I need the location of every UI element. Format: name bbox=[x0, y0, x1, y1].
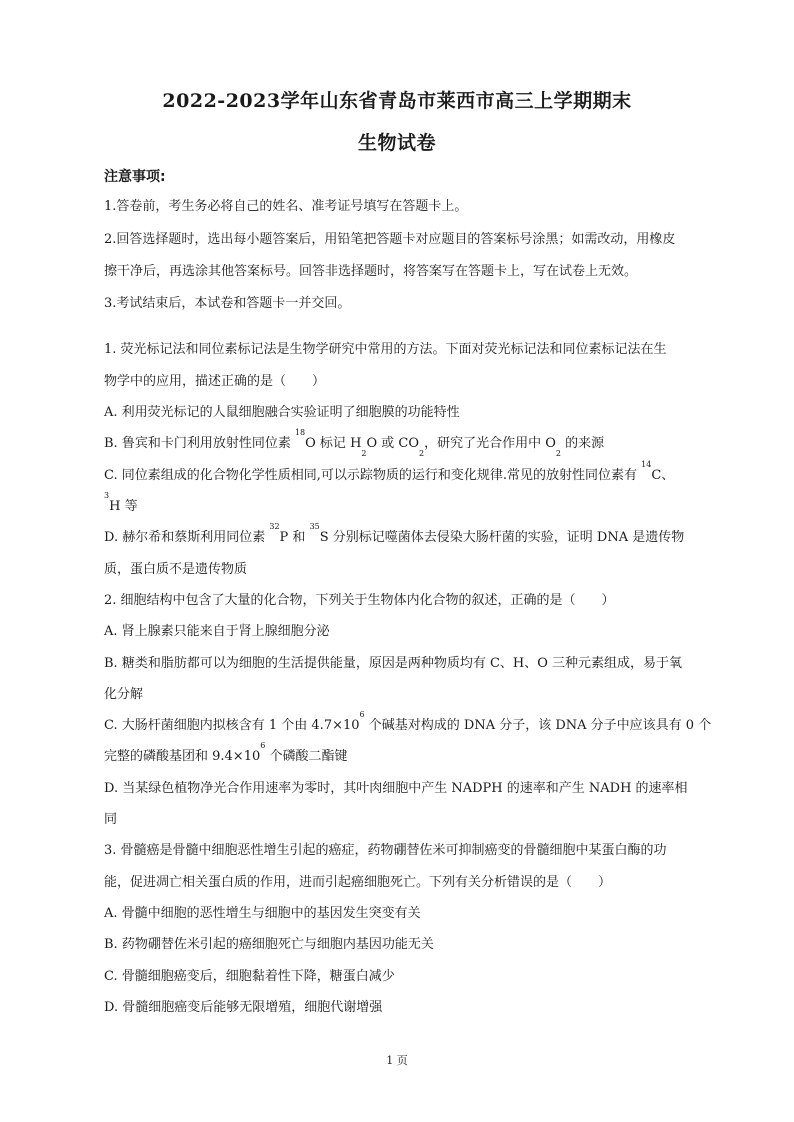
q2-option-c-line-2: 完整的磷酸基团和 $9.4\times 10^6$ 个磷酸二酯键 bbox=[104, 741, 348, 764]
q3-option-d: D. 骨髓细胞癌变后能够无限增殖，细胞代谢增强 bbox=[104, 1000, 383, 1015]
q1-stem-line-2: 物学中的应用，描述正确的是（ ） bbox=[104, 374, 326, 389]
q3-option-b: B. 药物硼替佐米引起的癌细胞死亡与细胞内基因功能无关 bbox=[104, 937, 434, 952]
q2-option-b-line-1: B. 糖类和脂肪都可以为细胞的生活提供能量，原因是两种物质均有 C、H、O 三种元素组成，易于氧 bbox=[104, 656, 683, 671]
q2-option-b-line-2: 化分解 bbox=[104, 687, 144, 702]
q3-option-a: A. 骨髓中细胞的恶性增生与细胞中的基因发生突变有关 bbox=[104, 906, 421, 921]
q1-option-c-line-1: C. 同位素组成的化合物化学性质相同,可以示踪物质的运行和变化规律.常见的放射性同位素有 $^{14}$C、 bbox=[104, 460, 675, 483]
q1-option-b: B. 鲁宾和卡门利用放射性同位素 $^{18}$O 标记 $H_2O$ 或 $CO_2$，研究了光合作用中 $O_2$ 的来源 bbox=[104, 428, 605, 458]
page-number: 1 页 bbox=[386, 1054, 408, 1067]
q2-stem: 2. 细胞结构中包含了大量的化合物，下列关于生物体内化合物的叙述，正确的是（ ） bbox=[104, 593, 615, 608]
q1-option-d-line-2: 质，蛋白质不是遗传物质 bbox=[104, 562, 248, 577]
note-item-1: 1.答卷前，考生务必将自己的姓名、准考证号填写在答题卡上。 bbox=[104, 199, 468, 214]
note-item-3: 3.考试结束后，本试卷和答题卡一并交回。 bbox=[104, 296, 351, 311]
q2-option-c-line-1: C. 大肠杆菌细胞内拟核含有 1 个由 $4.7\times 10^6$ 个碱基对构成的 DNA 分子，该 DNA 分子中应该具有 0 个 bbox=[104, 710, 712, 733]
q1-option-a: A. 利用荧光标记的人鼠细胞融合实验证明了细胞膜的功能特性 bbox=[104, 405, 460, 420]
q1-stem-line-1: 1. 荧光标记法和同位素标记法是生物学研究中常用的方法。下面对荧光标记法和同位素标记法在生 bbox=[104, 342, 667, 357]
q1-option-c-line-2: $^3$H 等 bbox=[104, 491, 138, 514]
q3-stem-line-2: 能，促进凋亡相关蛋白质的作用，进而引起癌细胞死亡。下列有关分析错误的是（ ） bbox=[104, 875, 612, 890]
note-item-2-line-2: 擦干净后，再选涂其他答案标号。回答非选择题时，将答案写在答题卡上，写在试卷上无效。 bbox=[104, 264, 638, 279]
q2-option-a: A. 肾上腺素只能来自于肾上腺细胞分泌 bbox=[104, 624, 330, 639]
q1-option-d-line-1: D. 赫尔希和蔡斯利用同位素 $^{32}$P 和 $^{35}$S 分别标记噬菌体去侵染大肠杆菌的实验，证明 DNA 是遗传物 bbox=[104, 522, 685, 545]
exam-subject: 生物试卷 bbox=[357, 132, 436, 154]
q2-option-d-line-1: D. 当某绿色植物净光合作用速率为零时，其叶肉细胞中产生 NADPH 的速率和产生 NADH 的速率相 bbox=[104, 781, 688, 796]
q3-stem-line-1: 3. 骨髓癌是骨髓中细胞恶性增生引起的癌症，药物硼替佐米可抑制癌变的骨髓细胞中某蛋白酶的功 bbox=[104, 843, 667, 858]
notes-heading: 注意事项: bbox=[104, 169, 166, 185]
note-item-2-line-1: 2.回答选择题时，选出每小题答案后，用铅笔把答题卡对应题目的答案标号涂黑；如需改动，用橡皮 bbox=[104, 232, 676, 247]
exam-title: 2022-2023学年山东省青岛市莱西市高三上学期期末 bbox=[162, 90, 632, 112]
q2-option-d-line-2: 同 bbox=[104, 812, 118, 827]
q3-option-c: C. 骨髓细胞癌变后，细胞黏着性下降，糖蛋白减少 bbox=[104, 969, 395, 984]
